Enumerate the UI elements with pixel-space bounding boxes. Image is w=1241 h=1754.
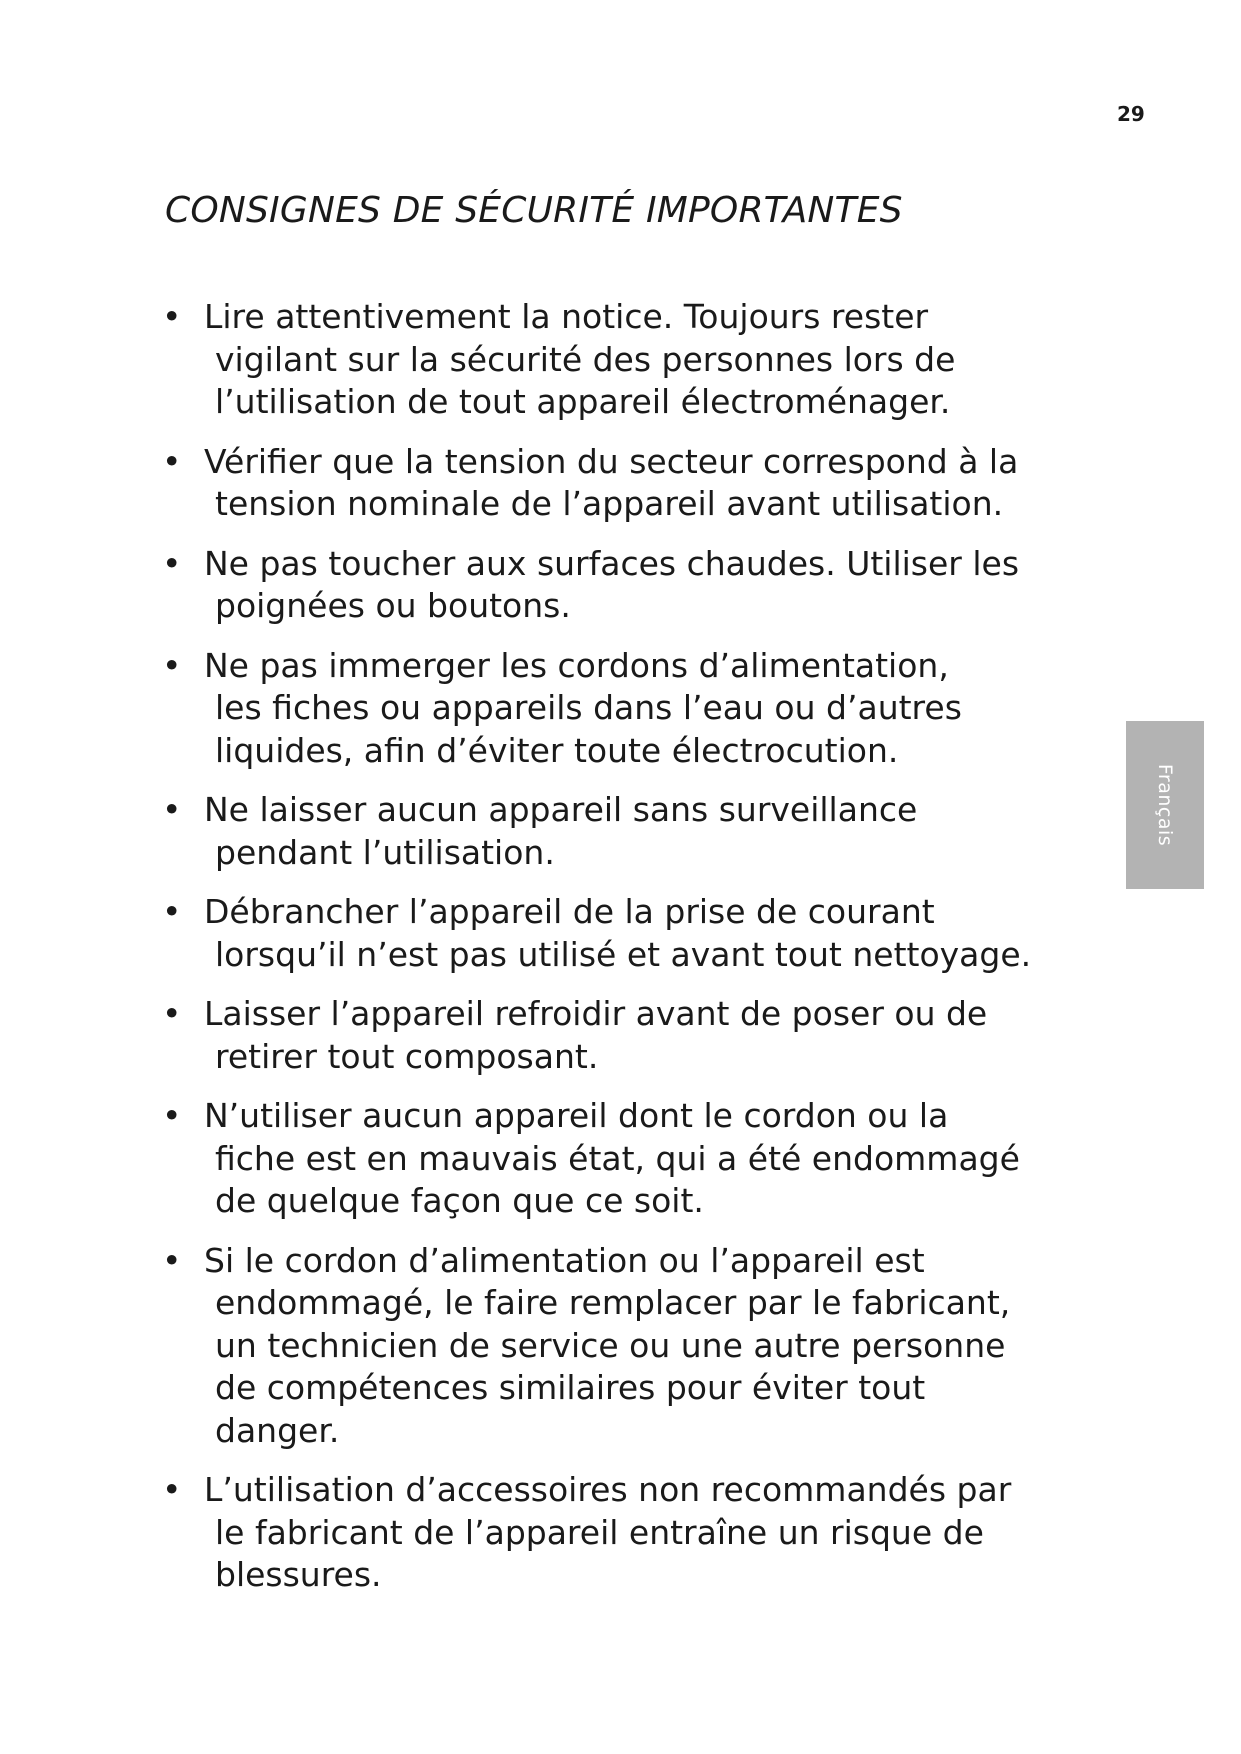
list-item-line: liquides, afin d’éviter toute électrocution. <box>215 730 899 770</box>
list-item <box>162 543 1062 628</box>
list-item-line: de compétences similaires pour éviter tout <box>215 1368 926 1407</box>
list-item-line: blessures. <box>215 1555 382 1594</box>
bullet-icon: • <box>162 892 182 931</box>
list-item <box>162 1240 1062 1453</box>
list-item-line: tension nominale de l’appareil avant utilisation. <box>215 484 1004 523</box>
bullet-icon: • <box>162 441 182 481</box>
list-item-line: endommagé, le faire remplacer par le fabricant, <box>215 1283 1011 1322</box>
list-item-line: l’utilisation de tout appareil électroménager. <box>215 382 951 421</box>
list-item-line: Lire attentivement la notice. Toujours rester <box>204 297 929 336</box>
bullet-icon: • <box>162 543 182 583</box>
list-item-line: Vérifier que la tension du secteur correspond à la <box>204 441 1019 481</box>
list-item-line: pendant l’utilisation. <box>215 832 555 872</box>
bullet-icon: • <box>162 994 182 1033</box>
list-item <box>162 891 1062 976</box>
list-item-line: le fabricant de l’appareil entraîne un risque de <box>215 1512 984 1552</box>
list-item-line: Ne laisser aucun appareil sans surveillance <box>204 790 918 829</box>
list-item-line: vigilant sur la sécurité des personnes lors de <box>215 339 956 379</box>
list-item <box>162 296 1062 424</box>
language-tab <box>1126 721 1204 889</box>
list-item-line: poignées ou boutons. <box>215 586 571 625</box>
list-item-line: lorsqu’il n’est pas utilisé et avant tout nettoyage. <box>215 934 1032 974</box>
list-item-line: Laisser l’appareil refroidir avant de poser ou de <box>204 994 988 1033</box>
page-title: CONSIGNES DE SÉCURITÉ IMPORTANTES <box>165 190 903 231</box>
bullet-icon: • <box>162 297 182 336</box>
list-item <box>162 441 1062 526</box>
bullet-icon: • <box>162 790 182 829</box>
bullet-icon: • <box>162 1470 182 1509</box>
list-item-line: fiche est en mauvais état, qui a été endommagé <box>215 1138 1020 1178</box>
list-item-line: Si le cordon d’alimentation ou l’appareil est <box>204 1240 925 1280</box>
list-item-line: un technicien de service ou une autre personne <box>215 1325 1006 1365</box>
list-item-line: de quelque façon que ce soit. <box>215 1181 704 1220</box>
list-item <box>162 993 1062 1078</box>
bullet-icon: • <box>162 1240 182 1280</box>
list-item-line: les fiches ou appareils dans l’eau ou d’autres <box>215 688 962 727</box>
list-item-line: Ne pas toucher aux surfaces chaudes. Utiliser les <box>204 543 1020 583</box>
list-item-line: Débrancher l’appareil de la prise de courant <box>204 892 935 931</box>
language-tab-label: Français <box>1154 763 1176 847</box>
list-item-line: danger. <box>215 1410 340 1450</box>
list-item-line: retirer tout composant. <box>215 1036 599 1076</box>
bullet-icon: • <box>162 1096 182 1135</box>
page-number: 29 <box>1117 102 1145 126</box>
list-item <box>162 1469 1062 1597</box>
list-item <box>162 645 1062 773</box>
list-item <box>162 789 1062 874</box>
list-item <box>162 1095 1062 1223</box>
list-item-line: Ne pas immerger les cordons d’alimentation, <box>204 645 949 685</box>
bullet-icon: • <box>162 645 182 685</box>
safety-instructions-list <box>162 296 1062 1614</box>
list-item-line: L’utilisation d’accessoires non recommandés par <box>204 1470 1012 1509</box>
list-item-line: N’utiliser aucun appareil dont le cordon ou la <box>204 1096 949 1135</box>
